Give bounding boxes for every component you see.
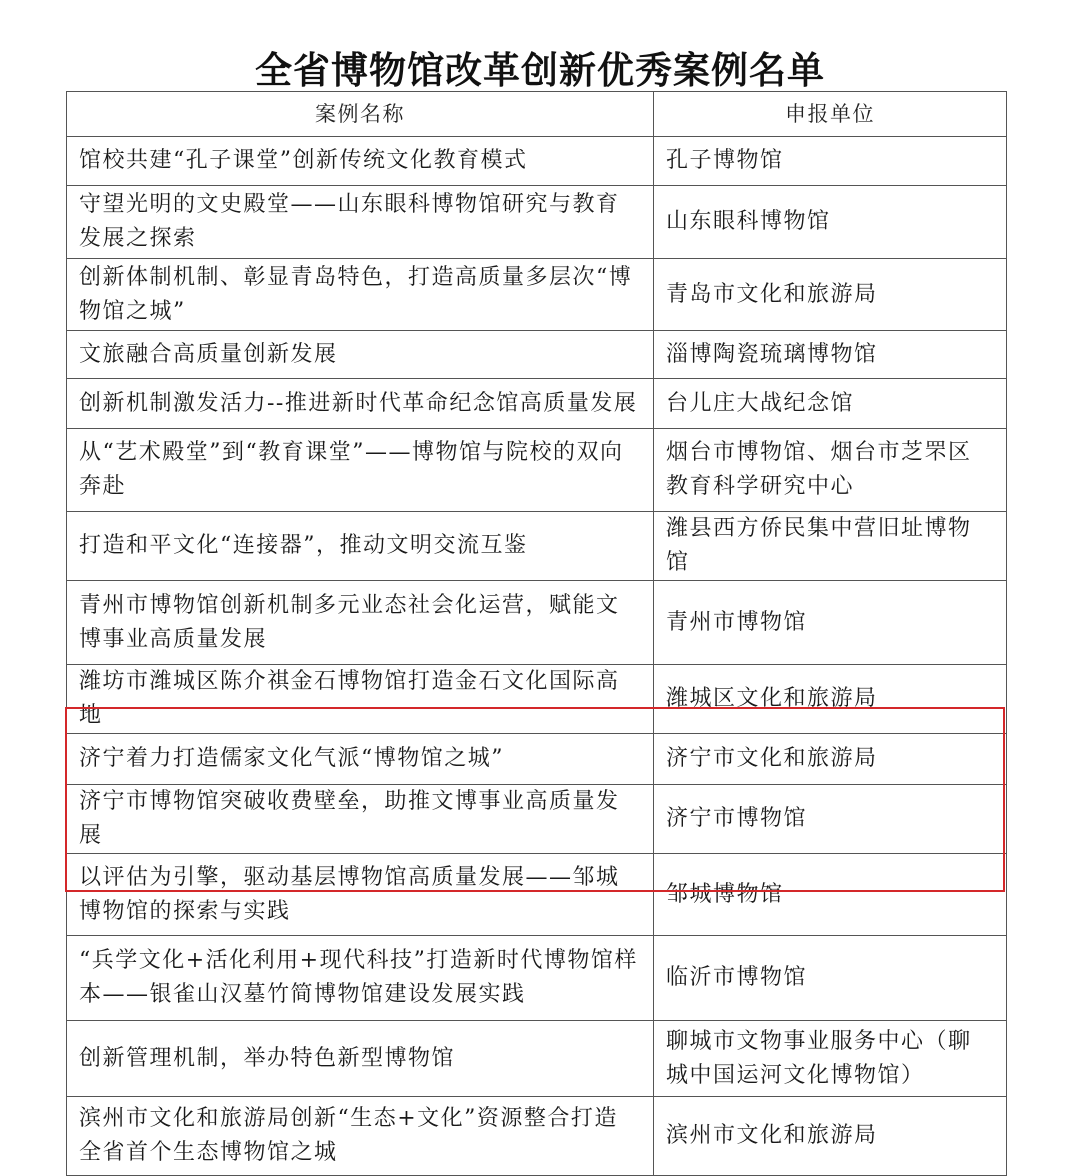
case-name-cell: 济宁市博物馆突破收费壁垒，助推文博事业高质量发展 bbox=[67, 785, 654, 854]
table-row bbox=[67, 1021, 1007, 1097]
applicant-unit-cell: 山东眼科博物馆 bbox=[654, 186, 1007, 259]
applicant-unit-cell: 青岛市文化和旅游局 bbox=[654, 259, 1007, 331]
case-name-cell: 滨州市文化和旅游局创新“生态+文化”资源整合打造全省首个生态博物馆之城 bbox=[67, 1097, 654, 1176]
header-case-name: 案例名称 bbox=[67, 92, 654, 137]
table-row bbox=[67, 665, 1007, 734]
table-row bbox=[67, 379, 1007, 429]
table-row bbox=[67, 581, 1007, 665]
applicant-unit-cell: 潍县西方侨民集中营旧址博物馆 bbox=[654, 512, 1007, 581]
case-name-cell: 创新管理机制，举办特色新型博物馆 bbox=[67, 1021, 654, 1097]
table-row bbox=[67, 259, 1007, 331]
page-title: 全省博物馆改革创新优秀案例名单 bbox=[255, 49, 825, 92]
table-row bbox=[67, 429, 1007, 512]
header-applicant-unit: 申报单位 bbox=[654, 92, 1007, 137]
case-name-cell: 馆校共建“孔子课堂”创新传统文化教育模式 bbox=[67, 137, 654, 186]
case-name-cell: 以评估为引擎，驱动基层博物馆高质量发展——邹城博物馆的探索与实践 bbox=[67, 854, 654, 936]
case-list-table bbox=[66, 91, 1007, 1176]
case-name-cell: “兵学文化+活化利用+现代科技”打造新时代博物馆样本——银雀山汉墓竹简博物馆建设发展实践 bbox=[67, 936, 654, 1021]
table-row bbox=[67, 734, 1007, 785]
case-name-cell: 创新体制机制、彰显青岛特色，打造高质量多层次“博物馆之城” bbox=[67, 259, 654, 331]
table-header-row bbox=[67, 92, 1007, 137]
applicant-unit-cell: 潍城区文化和旅游局 bbox=[654, 665, 1007, 734]
case-name-cell: 济宁着力打造儒家文化气派“博物馆之城” bbox=[67, 734, 654, 785]
applicant-unit-cell: 孔子博物馆 bbox=[654, 137, 1007, 186]
applicant-unit-cell: 台儿庄大战纪念馆 bbox=[654, 379, 1007, 429]
applicant-unit-cell: 青州市博物馆 bbox=[654, 581, 1007, 665]
case-name-cell: 潍坊市潍城区陈介祺金石博物馆打造金石文化国际高地 bbox=[67, 665, 654, 734]
applicant-unit-cell: 淄博陶瓷琉璃博物馆 bbox=[654, 331, 1007, 379]
table-row bbox=[67, 936, 1007, 1021]
applicant-unit-cell: 滨州市文化和旅游局 bbox=[654, 1097, 1007, 1176]
table-row bbox=[67, 512, 1007, 581]
table-row bbox=[67, 785, 1007, 854]
applicant-unit-cell: 济宁市博物馆 bbox=[654, 785, 1007, 854]
table-row bbox=[67, 186, 1007, 259]
table-row bbox=[67, 331, 1007, 379]
case-name-cell: 青州市博物馆创新机制多元业态社会化运营，赋能文博事业高质量发展 bbox=[67, 581, 654, 665]
table-row bbox=[67, 854, 1007, 936]
applicant-unit-cell: 临沂市博物馆 bbox=[654, 936, 1007, 1021]
applicant-unit-cell: 邹城博物馆 bbox=[654, 854, 1007, 936]
applicant-unit-cell: 济宁市文化和旅游局 bbox=[654, 734, 1007, 785]
case-name-cell: 文旅融合高质量创新发展 bbox=[67, 331, 654, 379]
applicant-unit-cell: 烟台市博物馆、烟台市芝罘区教育科学研究中心 bbox=[654, 429, 1007, 512]
case-name-cell: 从“艺术殿堂”到“教育课堂”——博物馆与院校的双向奔赴 bbox=[67, 429, 654, 512]
case-name-cell: 打造和平文化“连接器”，推动文明交流互鉴 bbox=[67, 512, 654, 581]
case-name-cell: 守望光明的文史殿堂——山东眼科博物馆研究与教育发展之探索 bbox=[67, 186, 654, 259]
table-row bbox=[67, 1097, 1007, 1176]
case-name-cell: 创新机制激发活力--推进新时代革命纪念馆高质量发展 bbox=[67, 379, 654, 429]
applicant-unit-cell: 聊城市文物事业服务中心（聊城中国运河文化博物馆） bbox=[654, 1021, 1007, 1097]
table-row bbox=[67, 137, 1007, 186]
